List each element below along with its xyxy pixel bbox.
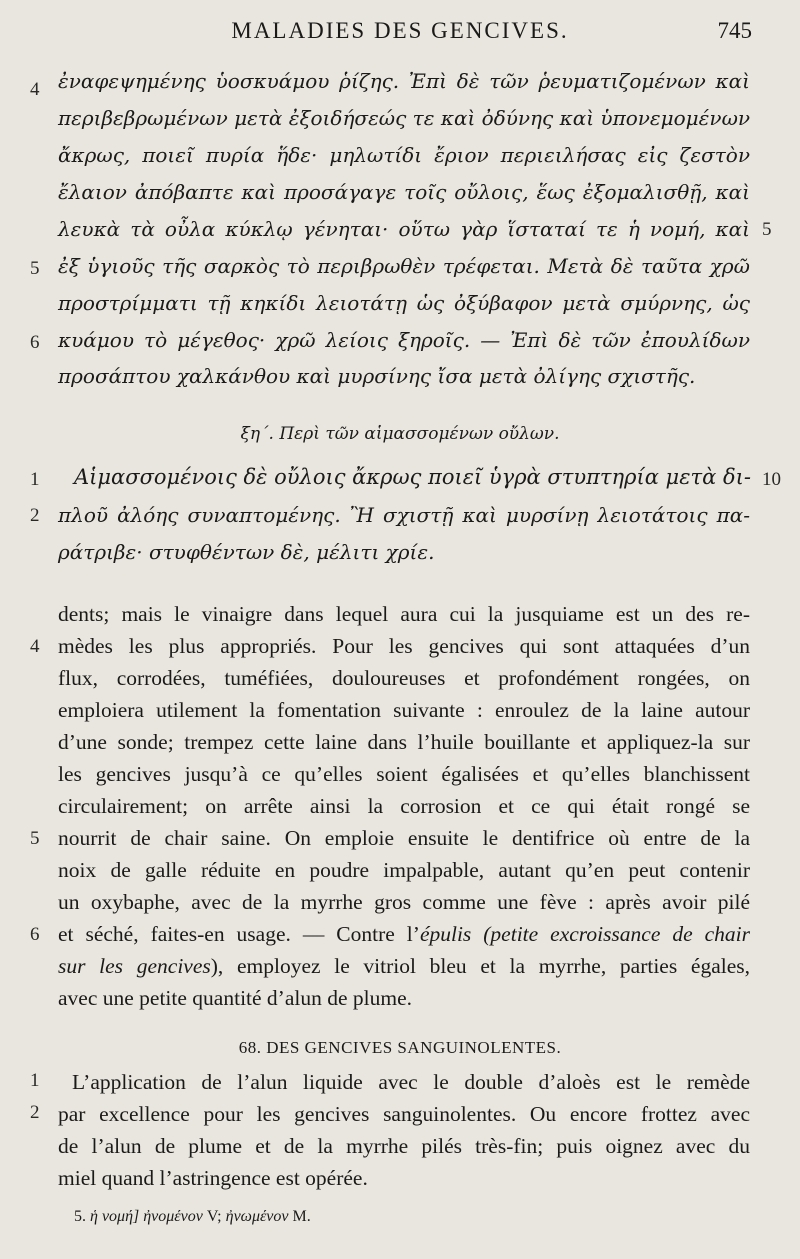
- french-line-text: par excellence pour les gencives sanguinolentes. Ou encore frottez avec: [58, 1102, 750, 1126]
- french-line-text: emploiera utilement la fomentation suivante : enroulez de la laine autour: [58, 698, 750, 722]
- greek-line-text: περιβεβρωμένων μετὰ ἐξοιδήσεώς τε καὶ ὀδύνης καὶ ὑπονεμομένων: [58, 106, 751, 130]
- greek-line-text: κυάμου τὸ μέγεθος· χρῶ λείοις ξηροῖς. — Ἐπὶ δὲ τῶν ἐπουλίδων: [58, 328, 750, 352]
- line-number: 1: [30, 469, 40, 490]
- line-number: 5: [30, 828, 40, 849]
- footnote-variant: ἠνομένον: [143, 1208, 203, 1225]
- margin-line-number: 5: [762, 219, 772, 240]
- running-title: MALADIES DES GENCIVES.: [231, 18, 569, 43]
- greek-line-text: προστρίμματι τῇ κηκίδι λειοτάτῃ ὡς ὀξύβαφον μετὰ σμύρνης, ὡς: [58, 291, 750, 315]
- greek-section-title: ξη΄. Περὶ τῶν αἱμασσομένων οὔλων.: [240, 424, 560, 444]
- french-line-text: dents; mais le vinaigre dans lequel aura cui la jusquiame est un des re-: [58, 602, 750, 626]
- greek-line-text: προσάπτου χαλκάνθου καὶ μυρσίνης ἴσα μετὰ ὀλίγης σχιστῆς.: [58, 364, 696, 388]
- french-line-text: de l’alun de plume et de la myrrhe pilés très-fin; puis oignez avec du: [58, 1134, 750, 1158]
- greek-line-text: ράτριβε· στυφθέντων δὲ, μέλιτι χρίε.: [58, 540, 435, 564]
- french-line-text: les gencives jusqu’à ce qu’elles soient égalisées et qu’elles blanchissent: [58, 762, 750, 786]
- french-section-title: 68. DES GENCIVES SANGUINOLENTES.: [238, 1038, 562, 1057]
- greek-line-text: πλοῦ ἀλόης συναπτομένης. Ἢ σχιστῇ καὶ μυρσίνῃ λειοτάτοις πα-: [58, 503, 750, 527]
- greek-line-text: λευκὰ τὰ οὖλα κύκλῳ γένηται· οὕτω γὰρ ἵσταταί τε ἡ νομή, καὶ: [58, 217, 750, 241]
- footnote-siglum: M.: [292, 1208, 311, 1225]
- footnote-number: 5.: [74, 1208, 86, 1225]
- greek-line-text: ἐναφεψημένης ὑοσκυάμου ῥίζης. Ἐπὶ δὲ τῶν ῥευματιζομένων καὶ: [58, 69, 750, 93]
- line-number: 6: [30, 332, 40, 353]
- line-number: 4: [30, 79, 40, 100]
- french-line-text: nourrit de chair saine. On emploie ensuite le dentifrice où entre de la: [58, 826, 750, 850]
- french-line-text: noix de galle réduite en poudre impalpable, autant qu’en peut contenir: [58, 858, 750, 882]
- line-number: 2: [30, 505, 40, 526]
- line-number: 6: [30, 924, 40, 945]
- italic-gloss: sur les gencives: [58, 954, 211, 978]
- french-line-text: [58, 954, 750, 979]
- footnote-lemma: ἡ νομή]: [90, 1208, 140, 1225]
- line-number: 1: [30, 1070, 40, 1091]
- page-number: 745: [717, 18, 752, 43]
- footnote-siglum: V;: [206, 1208, 222, 1225]
- french-line-text: [58, 922, 750, 947]
- french-line-text: d’une sonde; trempez cette laine dans l’huile bouillante et appliquez-la sur: [58, 730, 750, 754]
- italic-term: épulis: [419, 922, 472, 946]
- french-line-text: flux, corrodées, tuméfiées, douloureuses et profondément rongées, on: [58, 666, 750, 690]
- footnote: [74, 1208, 311, 1226]
- footnote-variant: ἠνωμένον: [225, 1208, 289, 1225]
- greek-line-text: ἔλαιον ἀπόβαπτε καὶ προσάγαγε τοῖς οὔλοις, ἕως ἐξομαλισθῇ, καὶ: [58, 180, 750, 204]
- greek-line-text: ἄκρως, ποιεῖ πυρία ἥδε· μηλωτίδι ἔριον περιειλήσας εἰς ζεστὸν: [58, 143, 750, 167]
- line-number: 5: [30, 258, 40, 279]
- french-line-text: un oxybaphe, avec de la myrrhe gros comme une fève : après avoir pilé: [58, 890, 750, 914]
- french-line-text: mèdes les plus appropriés. Pour les gencives qui sont attaquées d’un: [58, 634, 750, 658]
- french-line-text: circulairement; on arrête ainsi la corrosion et ce qui était rongé se: [58, 794, 750, 818]
- french-line-text: L’application de l’alun liquide avec le double d’aloès est le remède: [72, 1070, 750, 1094]
- line-number: 4: [30, 636, 40, 657]
- greek-line-text: ἐξ ὑγιοῦς τῆς σαρκὸς τὸ περιβρωθὲν τρέφεται. Μετὰ δὲ ταῦτα χρῶ: [58, 254, 750, 278]
- page-header: [0, 18, 800, 52]
- margin-line-number: 10: [762, 469, 781, 490]
- french-text-segment: et séché, faites-en usage. — Contre l’: [58, 922, 420, 946]
- italic-gloss: (petite excroissance de chair: [483, 922, 750, 946]
- greek-line-text: Αἱμασσομένοις δὲ οὔλοις ἄκρως ποιεῖ ὑγρὰ στυπτηρία μετὰ δι-: [74, 465, 751, 489]
- line-number: 2: [30, 1102, 40, 1123]
- french-text-segment: ), employez le vitriol bleu et la myrrhe, parties égales,: [210, 954, 750, 978]
- french-line-text: avec une petite quantité d’alun de plume.: [58, 986, 413, 1010]
- french-line-text: miel quand l’astringence est opérée.: [58, 1166, 368, 1190]
